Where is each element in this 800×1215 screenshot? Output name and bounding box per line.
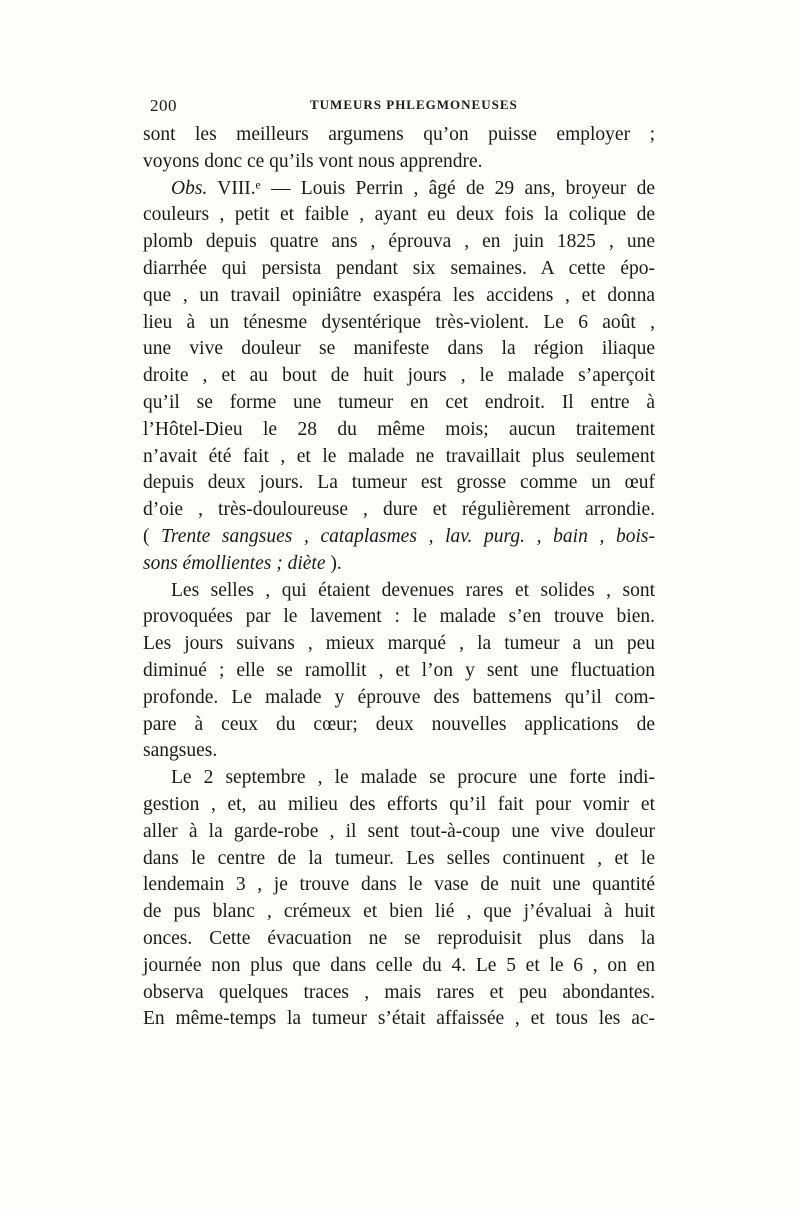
text-line [143,551,655,578]
text-line: sont les meilleurs argumens qu’on puisse employer ; [143,124,655,145]
text-line: que , un travail opiniâtre exaspéra les accidens , et donna [143,284,655,306]
text-line: lieu à un ténesme dysentérique très-violent. Le 6 août , [143,311,655,333]
text-line: Le 2 septembre , le malade se procure une forte indi- [171,767,655,789]
text-segment: ( [143,525,162,547]
text-line: sangsues. [143,740,218,762]
text-line: qu’il se forme une tumeur en cet endroit. Il entre à [143,391,655,413]
text-line: droite , et au bout de huit jours , le malade s’aperçoit [143,365,655,387]
text-line: plomb depuis quatre ans , éprouva , en juin 1825 , une [143,231,655,253]
body-text [143,122,655,1033]
treatment-italic: sons émollientes ; diète [143,552,326,574]
text-line: onces. Cette évacuation ne se reproduisit plus dans la [143,927,655,949]
text-line: journée non plus que dans celle du 4. Le 5 et le 6 , on en [143,954,655,976]
text-line: observa quelques traces , mais rares et peu abondantes. [143,981,655,1003]
text-line: Les jours suivans , mieux marqué , la tumeur a un peu [143,633,655,655]
observation-label: Obs. [171,177,208,199]
page-number: 200 [150,96,177,115]
text-segment: VIII.ᵉ — Louis Perrin , âgé de 29 ans, broyeur de [207,177,655,199]
text-segment: ). [325,552,342,574]
text-line: couleurs , petit et faible , ayant eu deux fois la colique de [143,204,655,226]
text-line: Les selles , qui étaient devenues rares et solides , sont [171,579,655,601]
text-line [143,176,655,203]
text-line [143,524,655,551]
text-line: diarrhée qui persista pendant six semaines. A cette épo- [143,257,655,279]
text-line: En même-temps la tumeur s’était affaissée , et tous les ac- [143,1008,655,1030]
text-line: une vive douleur se manifeste dans la région iliaque [143,338,655,360]
text-line: d’oie , très-douloureuse , dure et régulièrement arrondie. [143,499,655,521]
text-line: profonde. Le malade y éprouve des battemens qu’il com- [143,686,655,708]
text-line: dans le centre de la tumeur. Les selles continuent , et le [143,847,655,869]
text-line: voyons donc ce qu’ils vont nous apprendre. [143,150,483,172]
text-line: de pus blanc , crémeux et bien lié , que j’évaluai à huit [143,901,655,923]
running-title: TUMEURS PHLEGMONEUSES [310,97,518,112]
text-line: l’Hôtel-Dieu le 28 du même mois; aucun traitement [143,418,655,440]
text-line: provoquées par le lavement : le malade s’en trouve bien. [143,606,655,628]
text-line: n’avait été fait , et le malade ne travaillait plus seulement [143,445,655,467]
text-line: diminué ; elle se ramollit , et l’on y sent une fluctuation [143,659,655,681]
text-line: lendemain 3 , je trouve dans le vase de nuit une quantité [143,874,655,896]
text-line: gestion , et, au milieu des efforts qu’il fait pour vomir et [143,793,655,815]
text-line: pare à ceux du cœur; deux nouvelles applications de [143,713,655,735]
treatment-italic: Trente sangsues , cataplasmes , lav. purg. , bain , bois- [161,525,655,547]
page-header [150,96,660,118]
text-line: depuis deux jours. La tumeur est grosse comme un œuf [143,472,655,494]
text-line: aller à la garde-robe , il sent tout-à-coup une vive douleur [143,820,655,842]
